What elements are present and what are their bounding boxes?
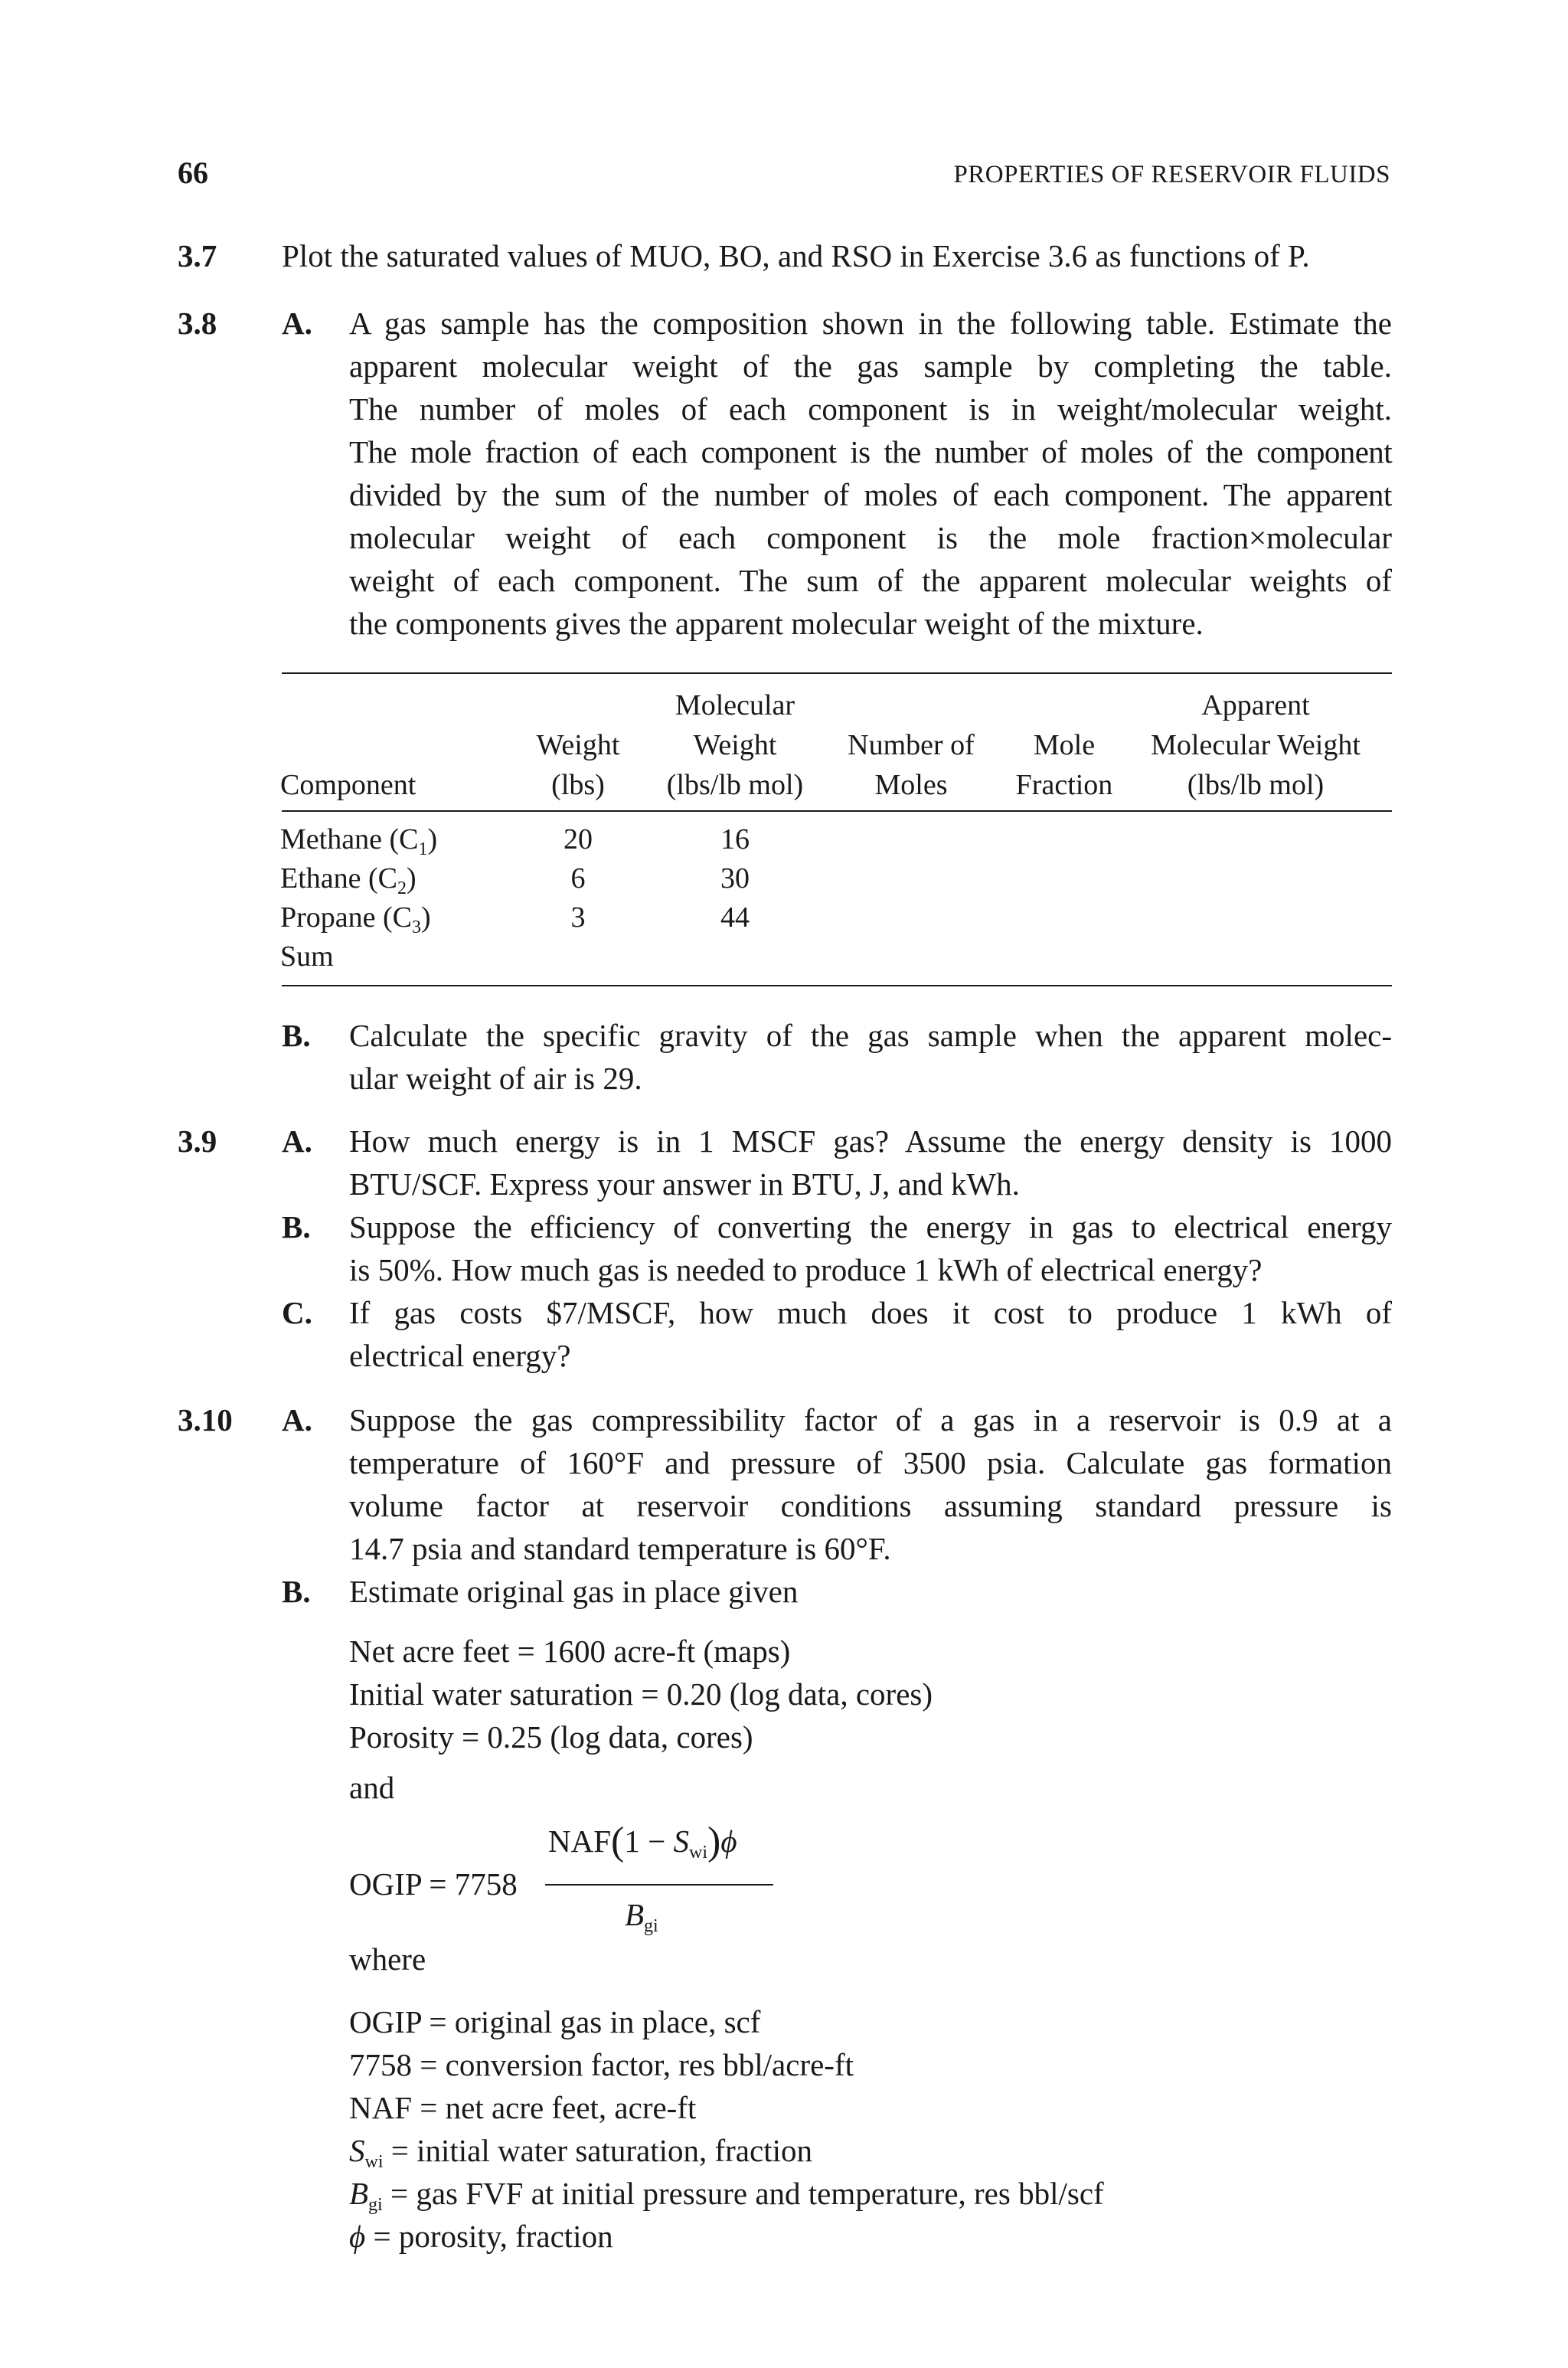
part-label-3-9-a: A. — [282, 1123, 312, 1159]
definition-line: OGIP = original gas in place, scf — [349, 2004, 761, 2039]
definition-text: = porosity, fraction — [365, 2219, 613, 2254]
part-label-3-9-c: C. — [282, 1295, 312, 1330]
header-mw-2: Weight — [693, 729, 777, 761]
definition-line — [349, 2129, 1104, 2172]
exercise-number-3-7: 3.7 — [178, 238, 217, 273]
definition-line — [349, 2215, 1104, 2258]
table-bottom-rule — [282, 985, 1392, 986]
numerator-phi: ϕ — [720, 1823, 737, 1859]
subscript: 2 — [397, 878, 407, 898]
exercise-3-8-a-paragraph — [349, 302, 1392, 645]
para-line: divided by the sum of the number of moles of each component. The apparent — [349, 477, 1392, 512]
part-label-3-8-a: A. — [282, 306, 312, 341]
para-line: is 50%. How much gas is needed to produce 1 kWh of electrical energy? — [349, 1252, 1263, 1287]
para-line: A gas sample has the composition shown in the following table. Estimate the — [349, 306, 1392, 341]
subscript: 1 — [418, 839, 428, 859]
table-row — [280, 898, 431, 937]
para-line: Suppose the efficiency of converting the energy in gas to electrical energy — [349, 1209, 1392, 1245]
equation-denominator — [625, 1893, 658, 1936]
header-weight-2: (lbs) — [551, 769, 605, 801]
para-line: electrical energy? — [349, 1338, 571, 1373]
where-word: where — [349, 1941, 426, 1977]
cell-component: Methane (C — [280, 823, 419, 855]
header-moles-1: Number of — [848, 729, 975, 761]
cell-component: Propane (C — [280, 901, 413, 934]
para-line: 14.7 psia and standard temperature is 60°F. — [349, 1531, 891, 1566]
definition-text: = initial water saturation, fraction — [383, 2133, 812, 2168]
para-line: The mole fraction of each component is the number of moles of the component — [349, 434, 1392, 469]
cell-mw: 16 — [720, 823, 750, 855]
numerator-s: S — [673, 1823, 689, 1859]
denominator-b: B — [625, 1897, 645, 1932]
cell-component: Ethane (C — [280, 862, 398, 895]
header-fraction-2: Fraction — [1015, 769, 1113, 801]
running-title: PROPERTIES OF RESERVOIR FLUIDS — [953, 161, 1390, 188]
header-component: Component — [280, 769, 416, 801]
cell-weight: 20 — [564, 823, 593, 855]
given-line: Net acre feet = 1600 acre-ft (maps) — [349, 1634, 791, 1669]
ogip-equation — [349, 1820, 808, 1950]
part-label-3-10-a: A. — [282, 1402, 312, 1437]
para-line: weight of each component. The sum of the apparent molecular weights of — [349, 563, 1392, 598]
header-amw-3: (lbs/lb mol) — [1187, 769, 1325, 801]
para-line: BTU/SCF. Express your answer in BTU, J, and kWh. — [349, 1166, 1020, 1202]
paren: ) — [407, 862, 416, 895]
para-line: How much energy is in 1 MSCF gas? Assume the energy density is 1000 — [349, 1123, 1392, 1159]
subscript: 3 — [412, 917, 422, 937]
definition-line: NAF = net acre feet, acre-ft — [349, 2090, 697, 2125]
header-mw-3: (lbs/lb mol) — [666, 769, 804, 801]
para-line: ular weight of air is 29. — [349, 1061, 642, 1096]
symbol: S — [349, 2133, 365, 2168]
cell-weight: 6 — [570, 862, 586, 895]
para-line: apparent molecular weight of the gas sample by completing the table. — [349, 348, 1392, 384]
exercise-3-8-b-paragraph — [349, 1014, 1392, 1100]
exercise-number-3-8: 3.8 — [178, 306, 217, 341]
table-row — [280, 859, 416, 898]
exercise-3-7-text: Plot the saturated values of MUO, BO, and RSO in Exercise 3.6 as functions of P. — [282, 238, 1310, 273]
para-line: molecular weight of each component is the mole fraction×molecular — [349, 520, 1392, 555]
cell-mw: 30 — [720, 862, 750, 895]
para-line: If gas costs $7/MSCF, how much does it cost to produce 1 kWh of — [349, 1295, 1392, 1330]
header-weight-1: Weight — [536, 729, 620, 761]
para-line: the components gives the apparent molecular weight of the mixture. — [349, 606, 1204, 641]
close-paren: ) — [707, 1820, 721, 1863]
given-line: Porosity = 0.25 (log data, cores) — [349, 1719, 753, 1755]
exercise-3-10-b-intro: Estimate original gas in place given — [349, 1574, 799, 1609]
cell-weight: 3 — [570, 901, 586, 934]
para-line: Calculate the specific gravity of the gas sample when the apparent molec- — [349, 1018, 1392, 1053]
header-mw-1: Molecular — [675, 689, 795, 721]
exercise-3-9-a-paragraph — [349, 1120, 1392, 1205]
para-line: The number of moles of each component is in weight/molecular weight. — [349, 391, 1392, 427]
definition-text: = gas FVF at initial pressure and temperature, res bbl/scf — [382, 2176, 1104, 2211]
equation-numerator — [548, 1820, 737, 1863]
equation-lhs: OGIP = 7758 — [349, 1866, 518, 1902]
part-label-3-9-b: B. — [282, 1209, 311, 1245]
page-number: 66 — [178, 155, 208, 190]
symbol: ϕ — [349, 2219, 366, 2254]
definition-line: 7758 = conversion factor, res bbl/acre-ft — [349, 2047, 854, 2082]
symbol: B — [349, 2176, 369, 2211]
symbol-sub: gi — [368, 2195, 383, 2215]
numerator-one-minus: 1 − — [624, 1823, 674, 1859]
table-top-rule — [282, 672, 1392, 674]
exercise-3-9-b-paragraph — [349, 1205, 1392, 1291]
part-label-3-10-b: B. — [282, 1574, 311, 1609]
table-sum-label: Sum — [280, 940, 334, 973]
denominator-b-sub: gi — [644, 1916, 658, 1936]
paren: ) — [421, 901, 431, 934]
numerator-s-sub: wi — [688, 1843, 707, 1863]
para-line: temperature of 160°F and pressure of 3500 psia. Calculate gas formation — [349, 1445, 1392, 1480]
symbol-sub: wi — [364, 2152, 384, 2172]
given-values — [349, 1630, 933, 1758]
open-paren: ( — [611, 1820, 625, 1863]
header-amw-1: Apparent — [1201, 689, 1310, 721]
definitions-list — [349, 2000, 1104, 2258]
para-line: volume factor at reservoir conditions assuming standard pressure is — [349, 1488, 1392, 1523]
exercise-3-10-a-paragraph — [349, 1398, 1392, 1570]
exercise-number-3-10: 3.10 — [178, 1402, 233, 1437]
header-moles-2: Moles — [874, 769, 948, 801]
definition-line — [349, 2172, 1104, 2215]
exercise-number-3-9: 3.9 — [178, 1123, 217, 1159]
header-fraction-1: Mole — [1033, 729, 1096, 761]
numerator-naf: NAF — [548, 1823, 612, 1859]
exercise-3-9-c-paragraph — [349, 1291, 1392, 1377]
table-header-rule — [282, 810, 1392, 812]
cell-mw: 44 — [720, 901, 750, 934]
and-word: and — [349, 1770, 395, 1805]
fraction-bar — [545, 1884, 773, 1886]
para-line: Suppose the gas compressibility factor of a gas in a reservoir is 0.9 at a — [349, 1402, 1392, 1437]
table-row — [280, 820, 437, 859]
paren: ) — [427, 823, 438, 855]
part-label-3-8-b: B. — [282, 1018, 311, 1053]
header-amw-2: Molecular Weight — [1151, 729, 1361, 761]
given-line: Initial water saturation = 0.20 (log data, cores) — [349, 1676, 933, 1712]
